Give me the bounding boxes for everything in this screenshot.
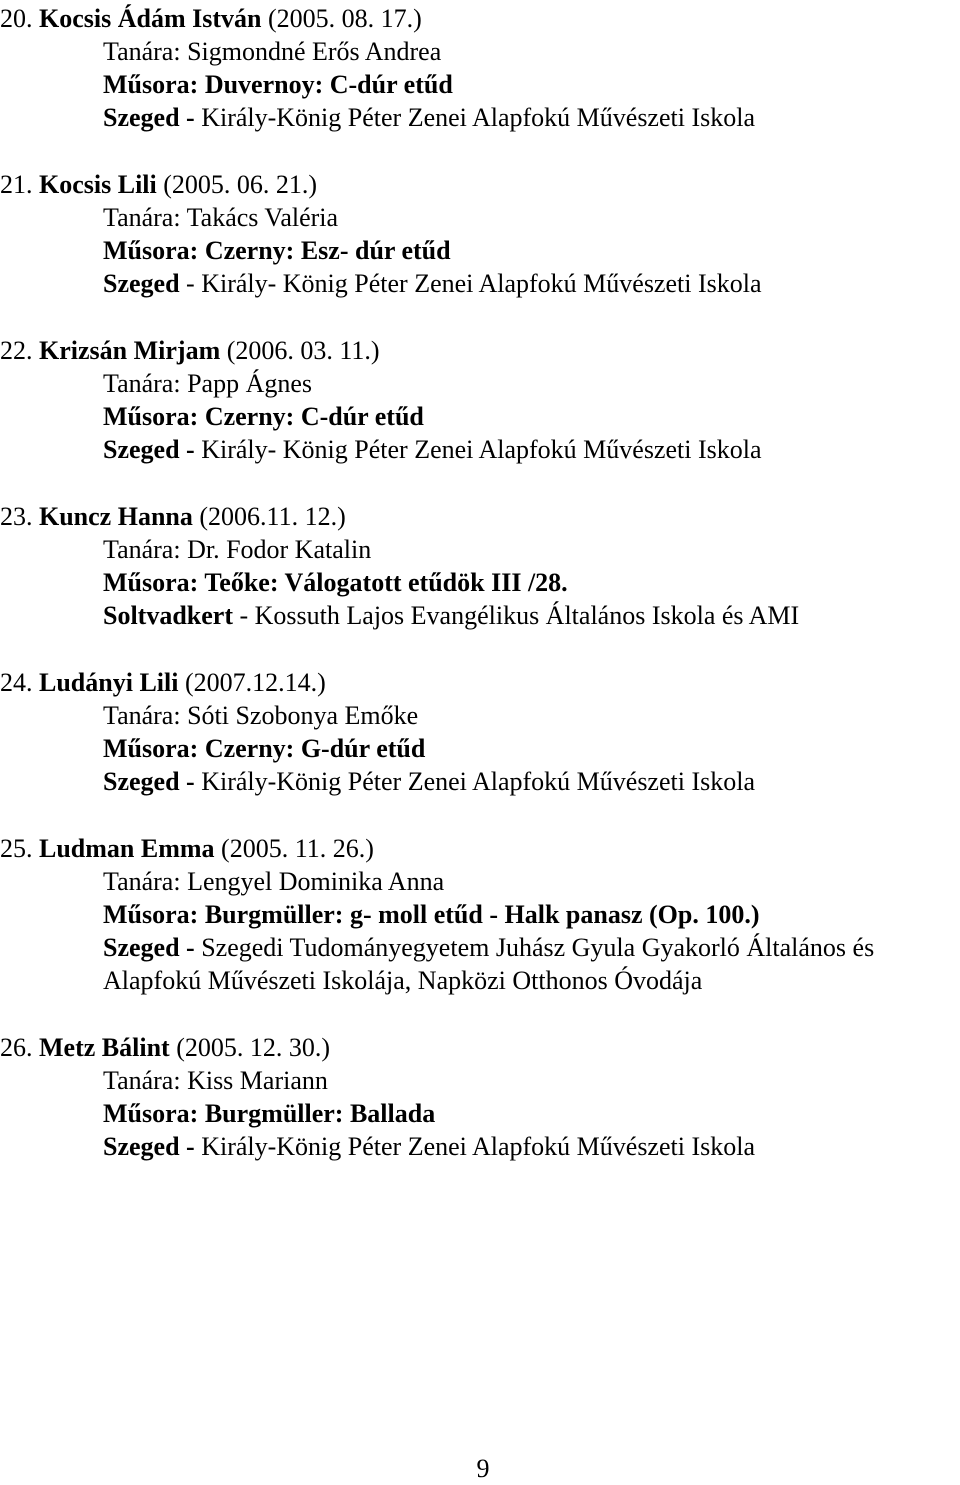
entry-number: 20. [0, 4, 33, 33]
school-name: - Király- König Péter Zenei Alapfokú Művészeti Iskola [186, 269, 762, 298]
city-name: Szeged - [103, 767, 195, 796]
participant-heading [0, 500, 960, 533]
city-name: Soltvadkert [103, 601, 233, 630]
program-line [0, 732, 960, 765]
participant-heading [0, 666, 960, 699]
teacher-line: Tanára: Sóti Szobonya Emőke [103, 701, 419, 730]
birth-date: (2007.12.14.) [184, 668, 326, 697]
school-line [0, 765, 960, 798]
participant-name: Metz Bálint [39, 1033, 170, 1062]
school-line [0, 1130, 960, 1163]
participant-name: Ludman Emma [39, 834, 215, 863]
school-name: Király-König Péter Zenei Alapfokú Művészeti Iskola [201, 103, 755, 132]
participant-entry [0, 666, 960, 798]
school-name: Király- König Péter Zenei Alapfokú Művészeti Iskola [201, 435, 762, 464]
participant-entry [0, 2, 960, 134]
page-number [0, 1452, 960, 1485]
participant-heading [0, 2, 960, 35]
teacher-line: Tanára: Papp Ágnes [103, 369, 313, 398]
program-line [0, 1097, 960, 1130]
program-text: Műsora: Duvernoy: C-dúr etűd [103, 70, 453, 99]
birth-date: (2006.11. 12.) [199, 502, 346, 531]
entry-number: 21. [0, 170, 33, 199]
teacher-line: Tanára: Sigmondné Erős Andrea [103, 37, 442, 66]
school-name: Király-König Péter Zenei Alapfokú Művészeti Iskola [201, 1132, 755, 1161]
birth-date: (2005. 06. 21.) [163, 170, 318, 199]
participant-heading [0, 1031, 960, 1064]
entry-number: 23. [0, 502, 33, 531]
school-name: Szegedi Tudományegyetem Juhász Gyula Gyakorló Általános és [201, 933, 875, 962]
participant-entry [0, 500, 960, 632]
participant-entry [0, 168, 960, 300]
birth-date: (2006. 03. 11.) [226, 336, 380, 365]
program-line [0, 234, 960, 267]
teacher-line: Tanára: Dr. Fodor Katalin [103, 535, 372, 564]
participant-name: Krizsán Mirjam [39, 336, 221, 365]
program-text: Műsora: Teőke: Válogatott etűdök III /28. [103, 568, 568, 597]
entry-number: 25. [0, 834, 33, 863]
school-line [0, 267, 960, 300]
birth-date: (2005. 11. 26.) [221, 834, 374, 863]
participant-heading [0, 334, 960, 367]
school-line [0, 931, 960, 964]
participant-name: Kuncz Hanna [39, 502, 193, 531]
teacher-line: Tanára: Takács Valéria [103, 203, 339, 232]
participant-entry [0, 832, 960, 997]
participant-heading [0, 832, 960, 865]
city-name: Szeged - [103, 1132, 195, 1161]
entry-number: 24. [0, 668, 33, 697]
page-number-text: 9 [476, 1454, 490, 1483]
birth-date: (2005. 12. 30.) [176, 1033, 331, 1062]
program-text: Műsora: Burgmüller: Ballada [103, 1099, 436, 1128]
entry-number: 22. [0, 336, 33, 365]
program-text: Műsora: Czerny: Esz- dúr etűd [103, 236, 451, 265]
school-name: Király-König Péter Zenei Alapfokú Művészeti Iskola [201, 767, 755, 796]
program-text: Műsora: Czerny: C-dúr etűd [103, 402, 424, 431]
participant-entry [0, 334, 960, 466]
city-name: Szeged - [103, 933, 195, 962]
participant-name: Kocsis Ádám István [39, 4, 262, 33]
program-line [0, 400, 960, 433]
birth-date: (2005. 08. 17.) [267, 4, 422, 33]
school-line-continued: Alapfokú Művészeti Iskolája, Napközi Otthonos Óvodája [103, 966, 703, 995]
program-line [0, 566, 960, 599]
participant-name: Ludányi Lili [39, 668, 179, 697]
participant-name: Kocsis Lili [39, 170, 157, 199]
program-line [0, 898, 960, 931]
participant-heading [0, 168, 960, 201]
city-name: Szeged [103, 269, 180, 298]
entry-number: 26. [0, 1033, 33, 1062]
city-name: Szeged - [103, 435, 195, 464]
school-name: - Kossuth Lajos Evangélikus Általános Iskola és AMI [239, 601, 800, 630]
participant-entry [0, 1031, 960, 1163]
program-line [0, 68, 960, 101]
teacher-line: Tanára: Lengyel Dominika Anna [103, 867, 445, 896]
city-name: Szeged - [103, 103, 195, 132]
school-line [0, 101, 960, 134]
school-line [0, 599, 960, 632]
school-line [0, 433, 960, 466]
program-text: Műsora: Burgmüller: g- moll etűd - Halk panasz (Op. 100.) [103, 900, 760, 929]
teacher-line: Tanára: Kiss Mariann [103, 1066, 328, 1095]
program-text: Műsora: Czerny: G-dúr etűd [103, 734, 426, 763]
